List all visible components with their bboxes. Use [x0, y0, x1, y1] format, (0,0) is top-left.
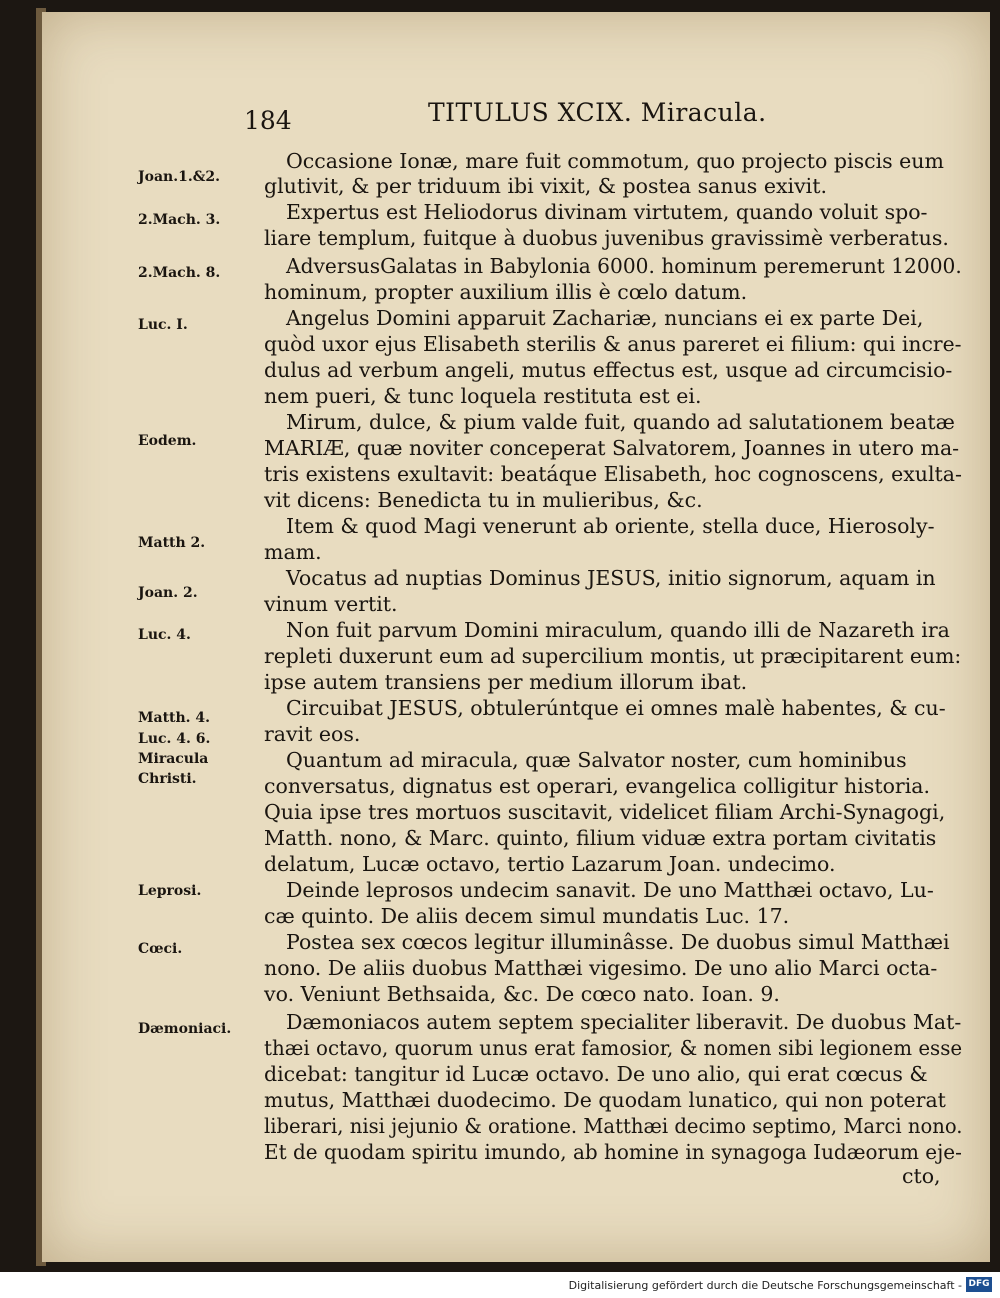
text-line: thæi octavo, quorum unus erat famosior, & nomen sibi legionem esse [264, 1036, 963, 1060]
text-line: AdversusGalatas in Babylonia 6000. hominum peremerunt 12000. [286, 254, 962, 278]
text-line: mam. [264, 540, 322, 564]
margin-note: Miracula [138, 751, 209, 767]
text-line: dulus ad verbum angeli, mutus effectus est, usque ad circumcisio- [264, 358, 953, 382]
text-line: dicebat: tangitur id Lucæ octavo. De uno alio, qui erat cœcus & [264, 1062, 928, 1086]
margin-note: Matth. 4. [138, 710, 211, 726]
margin-note: Luc. 4. [138, 627, 191, 643]
text-line: Vocatus ad nuptias Dominus JESUS, initio signorum, aquam in [286, 566, 936, 590]
text-line: ipse autem transiens per medium illorum ibat. [264, 670, 748, 694]
margin-note: Eodem. [138, 433, 197, 449]
text-line: glutivit, & per triduum ibi vixit, & postea sanus exivit. [264, 174, 827, 198]
text-line: Item & quod Magi venerunt ab oriente, stella duce, Hierosoly- [286, 514, 935, 538]
text-line: mutus, Matthæi duodecimo. De quodam lunatico, qui non poterat [264, 1088, 946, 1112]
text-line: vo. Veniunt Bethsaida, &c. De cœco nato. Ioan. 9. [264, 982, 780, 1006]
text-line: Postea sex cœcos legitur illuminâsse. De duobus simul Matthæi [286, 930, 950, 954]
text-line: delatum, Lucæ octavo, tertio Lazarum Joan. undecimo. [264, 852, 836, 876]
text-line: liare templum, fuitque à duobus juvenibus gravissimè verberatus. [264, 226, 949, 250]
margin-note: Luc. I. [138, 317, 188, 333]
margin-note: 2.Mach. 3. [138, 212, 221, 228]
text-line: vinum vertit. [264, 592, 398, 616]
text-line: Mirum, dulce, & pium valde fuit, quando ad salutationem beatæ [286, 410, 955, 434]
text-line: MARIÆ, quæ noviter conceperat Salvatorem, Joannes in utero ma- [264, 436, 960, 460]
text-line: Non fuit parvum Domini miraculum, quando illi de Nazareth ira [286, 618, 950, 642]
page-title: TITULUS XCIX. Miracula. [428, 98, 767, 127]
text-line: Occasione Ionæ, mare fuit commotum, quo projecto piscis eum [286, 149, 944, 173]
text-line: Angelus Domini apparuit Zachariæ, nuncians ei ex parte Dei, [286, 306, 924, 330]
text-line: Deinde leprosos undecim sanavit. De uno Matthæi octavo, Lu- [286, 878, 934, 902]
text-line: cæ quinto. De aliis decem simul mundatis Luc. 17. [264, 904, 790, 928]
text-line: cto, [902, 1164, 941, 1188]
text-line: Et de quodam spiritu imundo, ab homine in synagoga Iudæorum eje- [264, 1140, 962, 1164]
footer-credit-text: Digitalisierung gefördert durch die Deutsche Forschungsgemeinschaft - [568, 1279, 962, 1292]
margin-note: Cœci. [138, 941, 183, 957]
text-line: liberari, nisi jejunio & oratione. Matthæi decimo septimo, Marci nono. [264, 1114, 963, 1138]
text-line: repleti duxerunt eum ad supercilium montis, ut præcipitarent eum: [264, 644, 962, 668]
page-number: 184 [244, 106, 292, 135]
margin-note: Christi. [138, 771, 197, 787]
text-line: Circuibat JESUS, obtulerúntque ei omnes malè habentes, & cu- [286, 696, 946, 720]
margin-note: Joan. 2. [138, 585, 198, 601]
margin-note: 2.Mach. 8. [138, 265, 221, 281]
margin-note: Joan.1.&2. [138, 169, 220, 185]
margin-note: Matth 2. [138, 535, 206, 551]
text-line: Quantum ad miracula, quæ Salvator noster, cum hominibus [286, 748, 907, 772]
text-line: ravit eos. [264, 722, 361, 746]
margin-note: Leprosi. [138, 883, 202, 899]
text-line: Quia ipse tres mortuos suscitavit, videlicet filiam Archi-Synagogi, [264, 800, 946, 824]
margin-note: Luc. 4. 6. [138, 731, 211, 747]
dfg-logo-icon: DFG [966, 1277, 992, 1292]
text-line: Matth. nono, & Marc. quinto, filium viduæ extra portam civitatis [264, 826, 937, 850]
text-line: nono. De aliis duobus Matthæi vigesimo. De uno alio Marci octa- [264, 956, 938, 980]
text-line: vit dicens: Benedicta tu in mulieribus, &c. [264, 488, 703, 512]
digitization-footer [0, 1272, 1000, 1298]
text-line: nem pueri, & tunc loquela restituta est ei. [264, 384, 702, 408]
text-line: hominum, propter auxilium illis è cœlo datum. [264, 280, 748, 304]
text-line: tris existens exultavit: beatáque Elisabeth, hoc cognoscens, exulta- [264, 462, 962, 486]
text-line: quòd uxor ejus Elisabeth sterilis & anus pareret ei filium: qui incre- [264, 332, 962, 356]
margin-note: Dæmoniaci. [138, 1021, 232, 1037]
text-line: conversatus, dignatus est operari, evangelica colligitur historia. [264, 774, 930, 798]
text-line: Dæmoniacos autem septem specialiter liberavit. De duobus Mat- [286, 1010, 962, 1034]
text-line: Expertus est Heliodorus divinam virtutem, quando voluit spo- [286, 200, 928, 224]
